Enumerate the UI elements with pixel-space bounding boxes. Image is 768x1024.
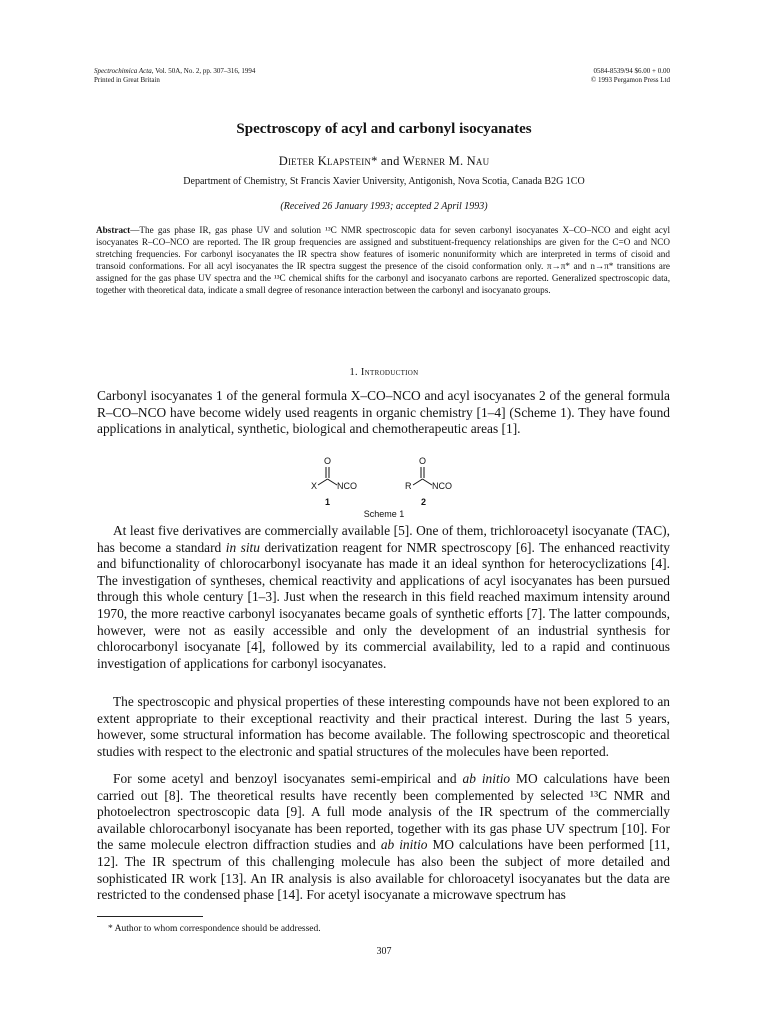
paragraph-2 xyxy=(97,523,670,672)
paragraph-4-italic-2: ab initio xyxy=(380,837,428,853)
paragraph-1: Carbonyl isocyanates 1 of the general formula X–CO–NCO and acyl isocyanates 2 of the general formula R–CO–NCO have become widely used reagents in organic chemistry [1–4] (Scheme 1). They have found applications in analytical, synthetic, biological and chemotherapeutic areas [1]. xyxy=(97,388,670,437)
author-conj: and xyxy=(377,154,403,168)
paragraph-4-italic-1: ab initio xyxy=(462,771,511,786)
received-dates: (Received 26 January 1993; accepted 2 April 1993) xyxy=(280,201,488,212)
printed-line: Printed in Great Britain xyxy=(94,76,160,84)
scheme-r: R xyxy=(405,481,412,491)
footnote-rule xyxy=(97,916,203,917)
issn-code: 0584-8539/94 $6.00 + 0.00 xyxy=(593,67,670,75)
scheme-oxygen-2: O xyxy=(419,456,427,466)
scheme-number-1: 1 xyxy=(325,497,331,507)
paragraph-block-2 xyxy=(97,523,670,672)
abstract-text: —The gas phase IR, gas phase UV and solution ¹³C NMR spectroscopic data for seven carbonyl isocyanates X–CO–NCO and eight acyl isocyanates R–CO–NCO are reported. The IR group frequencies are assigned and substituent-frequency relationships are given for the C=O and NCO stretching frequencies. For carbonyl isocyanates the IR spectra show features of isomeric nonuniformity which are interpreted in terms of cisoid and transoid conformations. For all acyl isocyanates the IR spectra suggest the presence of the cisoid conformation only. π→π* and n→π* transitions are assigned for the gas phase UV spectra and the ¹³C chemical shifts for the carbonyl and isocyanato carbons are reported. Generalized spectroscopic data, together with theoretical data, indicate a small degree of resonance interaction between the carbonyl and isocyanato groups. xyxy=(96,225,670,295)
paragraph-4-part-a: For some acetyl and benzoyl isocyanates semi-empirical and xyxy=(113,771,463,786)
paragraph-4-part-b: MO calculations have been carried out [8]. The theoretical results have recently been complemented by selected ¹³C NMR and photoelectron spectroscopic data [9]. A full mode analysis of the IR spectrum of the commercially available chlorocarbonyl isocyanate has been reported, together with its gas phase UV spectrum [10]. For the same molecule electron diffraction studies and xyxy=(97,771,670,853)
copyright-line: © 1993 Pergamon Press Ltd xyxy=(590,76,670,84)
journal-header xyxy=(94,67,255,85)
abstract-label: Abstract xyxy=(96,225,131,235)
paragraph-block-3 xyxy=(97,694,670,760)
scheme-x: X xyxy=(311,481,318,491)
author-line xyxy=(60,154,708,169)
footnote: * Author to whom correspondence should be addressed. xyxy=(108,924,321,934)
page-number: 307 xyxy=(376,946,392,957)
scheme-nco-2: NCO xyxy=(432,481,452,491)
scheme-caption: Scheme 1 xyxy=(363,509,405,519)
section-heading: 1. Introduction xyxy=(349,367,419,378)
author-first: Dieter Klapstein xyxy=(278,154,372,168)
scheme-number-2: 2 xyxy=(421,497,427,507)
journal-name: Spectrochimica Acta xyxy=(94,67,152,75)
volume-info: , Vol. 50A, No. 2, pp. 307–316, 1994 xyxy=(151,67,256,75)
abstract xyxy=(96,224,670,296)
scheme-nco-1: NCO xyxy=(337,481,357,491)
author-star: * xyxy=(371,154,378,168)
author-second: Werner M. Nau xyxy=(402,154,490,168)
paragraph-3: The spectroscopic and physical properties of these interesting compounds have not been explored to an extent appropriate to their exceptional reactivity and their practical interest. During the last 5 years, however, some structural information has become available. The following spectroscopic and theoretical studies with respect to the electronic and spatial structures of the molecules have been reported. xyxy=(97,694,670,759)
paragraph-2-part-a: At least five derivatives are commercially available [5]. One of them, trichloroacetyl isocyanate (TAC), has become a standard xyxy=(97,523,670,555)
paragraph-block-4 xyxy=(97,771,670,904)
affiliation: Department of Chemistry, St Francis Xavier University, Antigonish, Nova Scotia, Canada B2G 1CO xyxy=(183,176,585,187)
paragraph-4 xyxy=(97,771,670,904)
paper-title: Spectroscopy of acyl and carbonyl isocyanates xyxy=(236,121,532,137)
publisher-header xyxy=(591,67,670,85)
paragraph-2-italic: in situ xyxy=(225,539,260,555)
scheme-oxygen-1: O xyxy=(324,456,332,466)
paragraph-intro xyxy=(97,388,670,438)
paragraph-2-part-b: derivatization reagent for NMR spectroscopy [6]. The enhanced reactivity and bifunctionality of chlorocarbonyl isocyanate has made it an ideal synthon for heterocyclizations [4]. The investigation of syntheses, chemical reactivity and applications of acyl isocyanates has been pursued through this whole century [1–3]. Just when the research in this field reached maximum intensity around 1970, the more reactive carbonyl isocyanates became goals of synthetic efforts [7]. The latter compounds, however, were not as easily accessible and only the development of an industrial synthesis for chlorocarbonyl isocyanate [4], followed by its commercial availability, led to a rapid and continuous investigation of applications for carbonyl isocyanates. xyxy=(97,539,670,671)
paragraph-4-part-c: MO calculations have been performed [11, 12]. The IR spectrum of this challenging molecule has also been the subject of more detailed and sophisticated IR work [13]. An IR analysis is also available for chloroacetyl isocyanates but the data are restricted to the condensed phase [14]. For acetyl isocyanate a microwave spectrum has xyxy=(97,837,670,903)
